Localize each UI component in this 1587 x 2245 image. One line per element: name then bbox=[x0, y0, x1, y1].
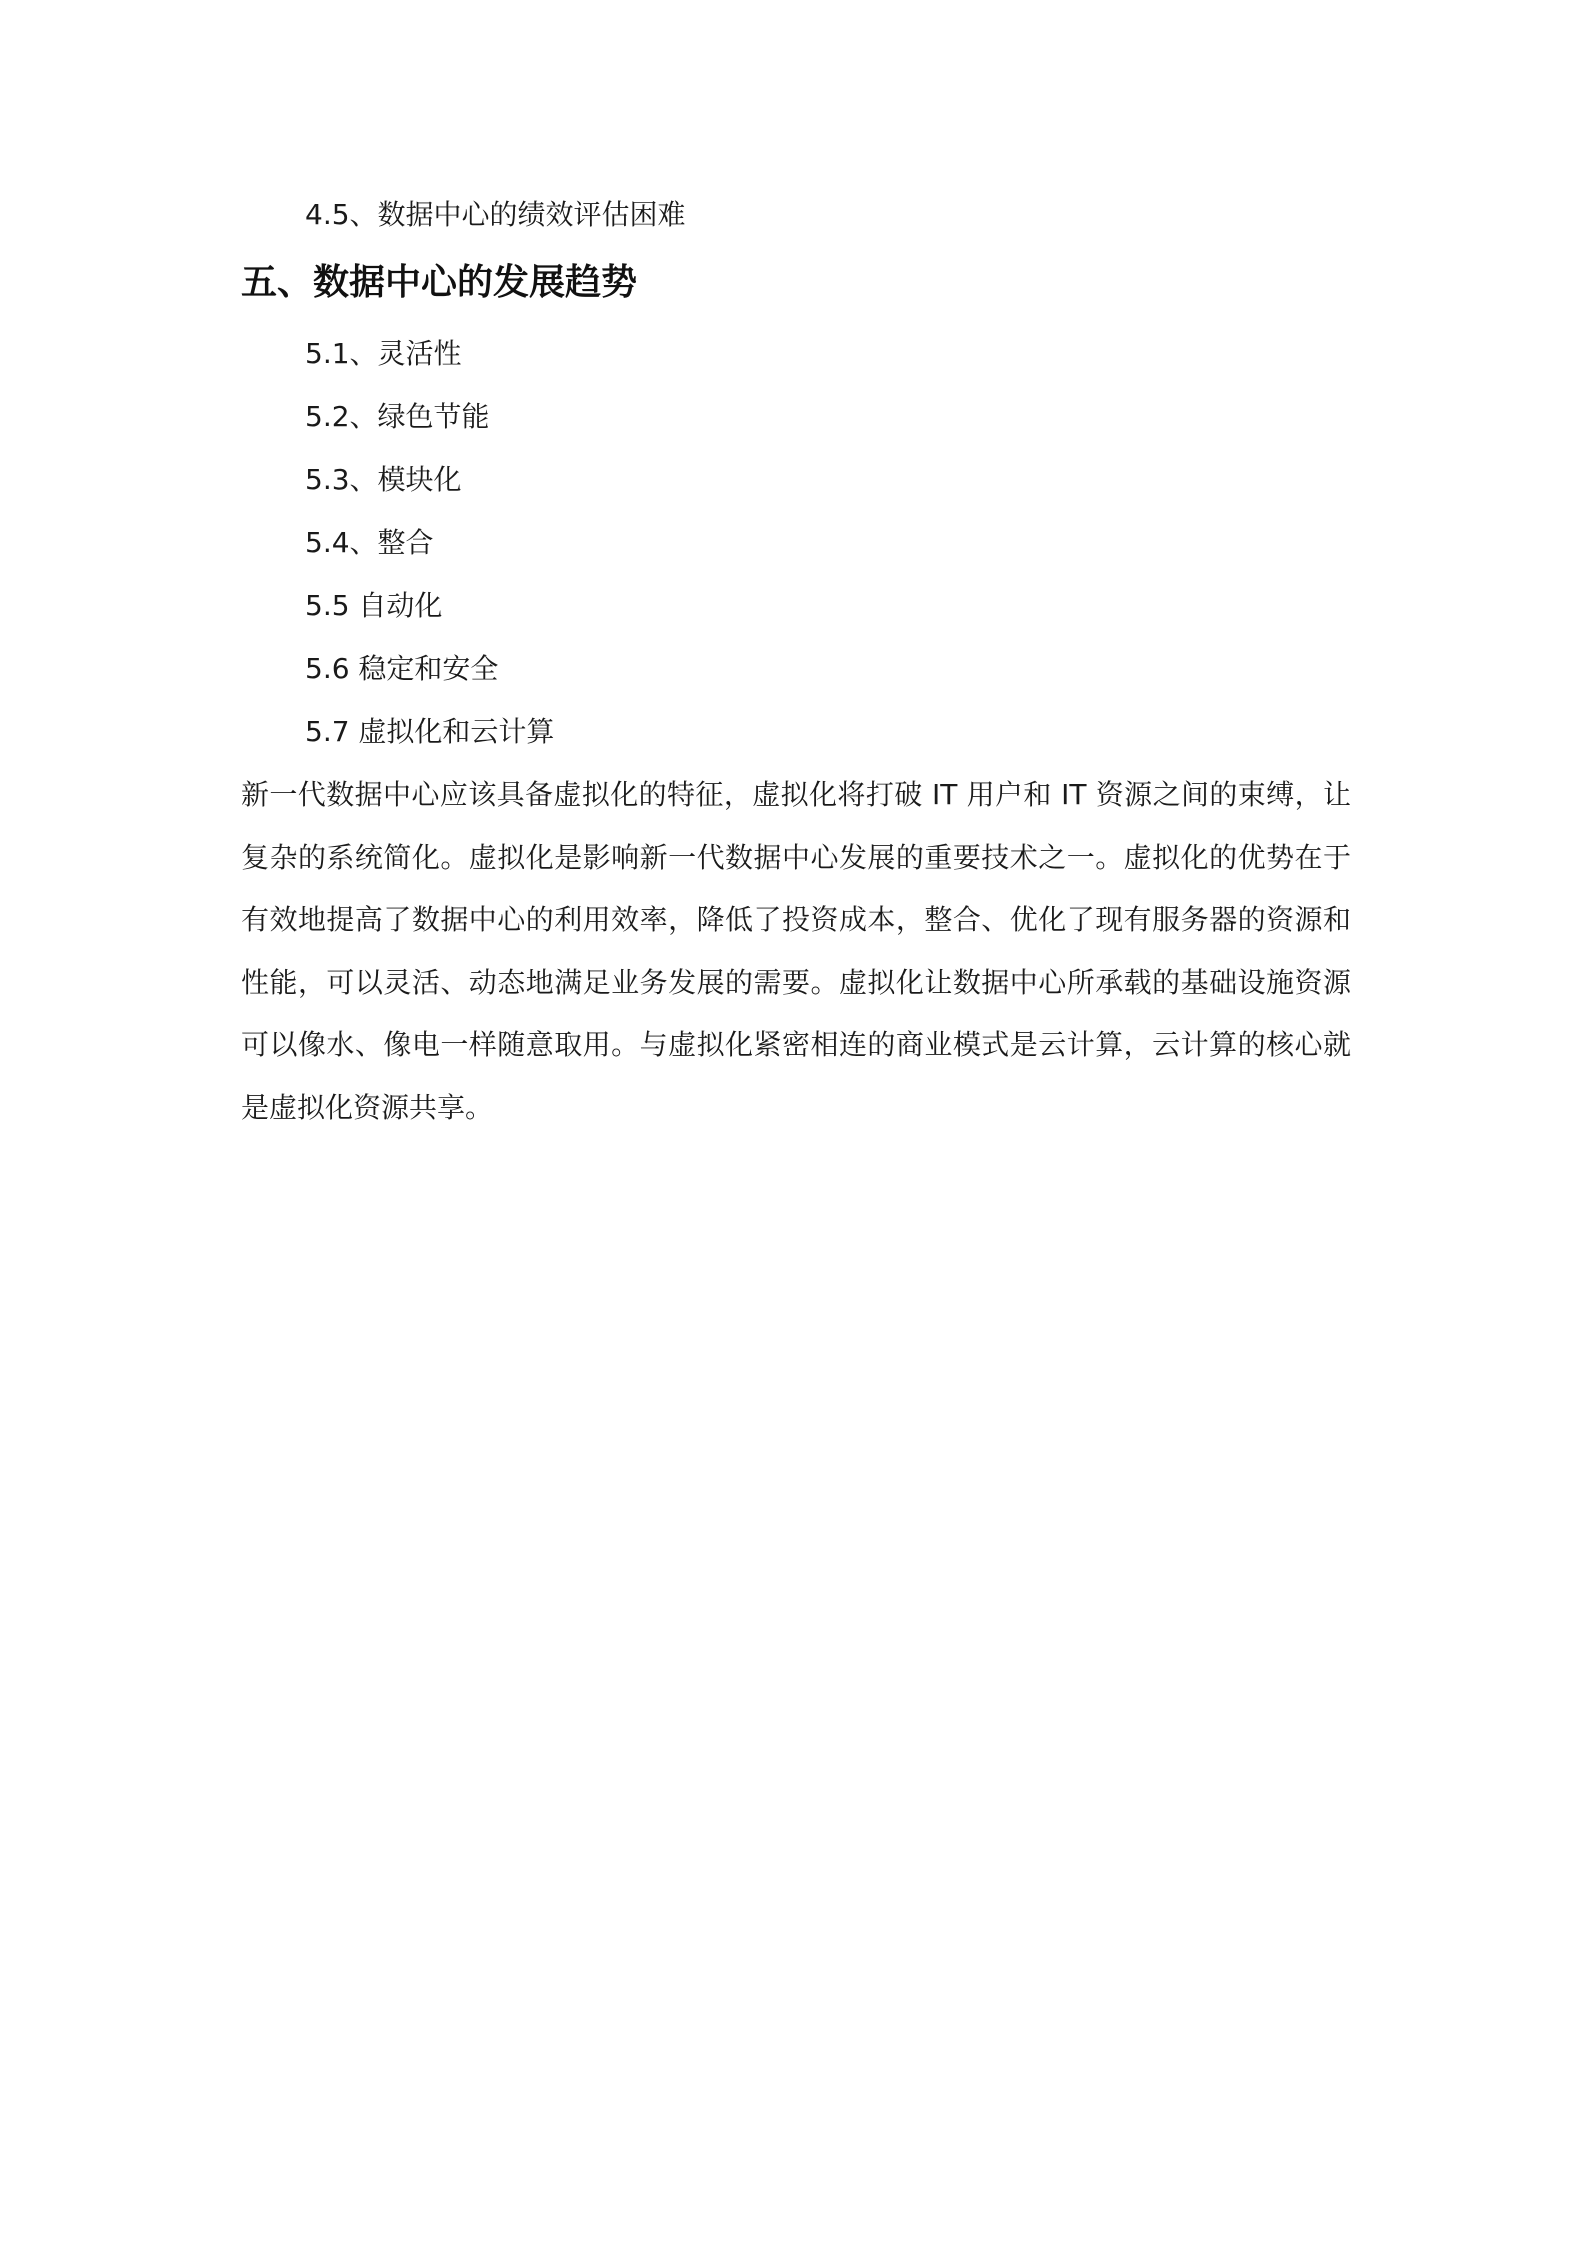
toc-item-5-3: 5.3、模块化 bbox=[305, 463, 462, 496]
toc-item-4-5: 4.5、数据中心的绩效评估困难 bbox=[305, 198, 686, 231]
toc-item-5-7: 5.7 虚拟化和云计算 bbox=[305, 715, 555, 748]
toc-item-5-2: 5.2、绿色节能 bbox=[305, 400, 490, 433]
toc-item-5-5: 5.5 自动化 bbox=[305, 589, 443, 622]
section-heading: 五、数据中心的发展趋势 bbox=[241, 262, 638, 303]
toc-item-5-6: 5.6 稳定和安全 bbox=[305, 652, 499, 685]
toc-item-5-1: 5.1、灵活性 bbox=[305, 337, 462, 370]
toc-item-5-4: 5.4、整合 bbox=[305, 526, 434, 559]
body-paragraph: 新一代数据中心应该具备虚拟化的特征，虚拟化将打破 IT 用户和 IT 资源之间的束缚，让复杂的系统简化。虚拟化是影响新一代数据中心发展的重要技术之一。虚拟化的优势在于有效地提高了数据中心的利用效率，降低了投资成本，整合、优化了现有服务器的资源和性能，可以灵活、动态地满足业务发展的需要。虚拟化让数据中心所承载的基础设施资源可以像水、像电一样随意取用。与虚拟化紧密相连的商业模式是云计算，云计算的核心就是虚拟化资源共享。 bbox=[241, 778, 1351, 1124]
